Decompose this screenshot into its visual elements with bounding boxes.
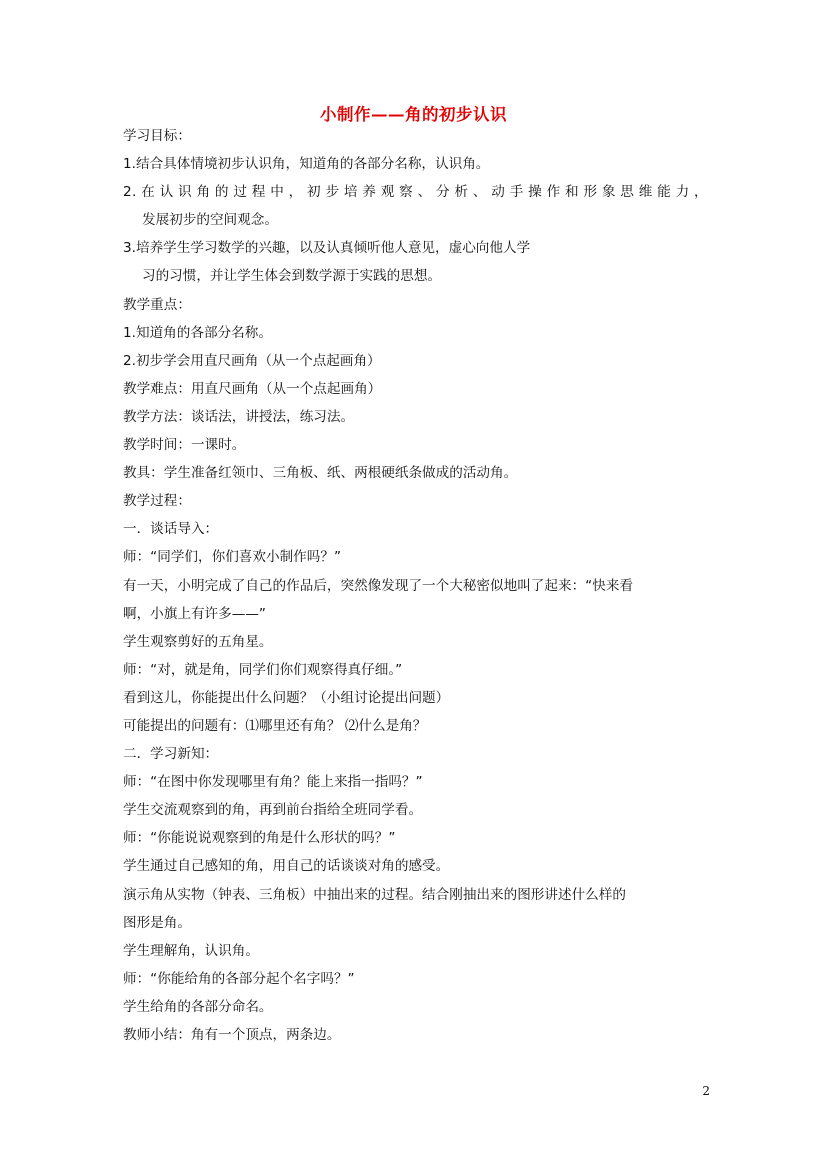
- text-line: 学生通过自己感知的角，用自己的话谈谈对角的感受。: [123, 858, 450, 875]
- text-line: 教学难点：用直尺画角（从一个点起画角）: [123, 380, 382, 397]
- document-title: 小制作——角的初步认识: [320, 105, 507, 124]
- text-line: 教学方法：谈话法，讲授法，练习法。: [123, 408, 355, 425]
- text-line: 师：“你能给角的各部分起个名字吗？”: [123, 970, 355, 987]
- text-line: 学习目标：: [123, 128, 191, 144]
- text-line: 3.培养学生学习数学的兴趣，以及认真倾听他人意见，虚心向他人学: [123, 240, 531, 257]
- text-line: 有一天，小明完成了自己的作品后，突然像发现了一个大秘密似地叫了起来：“快来看: [123, 577, 634, 594]
- text-line: 图形是角。: [123, 914, 191, 931]
- text-line: 学生给角的各部分命名。: [123, 998, 273, 1015]
- text-line: 学生交流观察到的角，再到前台指给全班同学看。: [123, 802, 423, 819]
- text-line: 一．谈话导入：: [123, 521, 219, 538]
- text-line: 学生理解角，认识角。: [123, 942, 259, 959]
- text-line: 1.知道角的各部分名称。: [123, 324, 272, 341]
- text-line: 师：“你能说说观察到的角是什么形状的吗？”: [123, 830, 396, 847]
- text-line: 学生观察剪好的五角星。: [123, 633, 273, 650]
- text-line: 1.结合具体情境初步认识角，知道角的各部分名称，认识角。: [123, 156, 490, 173]
- text-line: 教学过程：: [123, 493, 191, 510]
- document-body: [123, 122, 708, 1049]
- text-line: 师：“对，就是角，同学们你们观察得真仔细。”: [123, 661, 403, 678]
- text-line: 可能提出的问题有：⑴哪里还有角？ ⑵什么是角？: [123, 717, 427, 734]
- text-line: 发展初步的空间观念。: [142, 212, 278, 229]
- text-line: 习的习惯，并让学生体会到数学源于实践的思想。: [142, 268, 442, 285]
- text-line: 2.初步学会用直尺画角（从一个点起画角）: [123, 352, 381, 369]
- page-number: 2: [702, 1084, 710, 1098]
- text-line: 看到这儿，你能提出什么问题？（小组讨论提出问题）: [123, 689, 450, 706]
- text-line: 师：“同学们，你们喜欢小制作吗？”: [123, 549, 341, 566]
- text-line: 2.在认识角的过程中，初步培养观察、分析、动手操作和形象思维能力，: [123, 184, 708, 201]
- text-line: 教学时间：一课时。: [123, 437, 246, 454]
- text-line: 教学重点：: [123, 296, 191, 313]
- text-line: 教师小结：角有一个顶点，两条边。: [123, 1027, 341, 1043]
- text-line: 教具：学生准备红领巾、三角板、纸、两根硬纸条做成的活动角。: [123, 465, 518, 482]
- text-line: 啊，小旗上有许多——”: [123, 605, 266, 622]
- text-line: 二．学习新知：: [123, 746, 219, 763]
- text-line: 演示角从实物（钟表、三角板）中抽出来的过程。结合刚抽出来的图形讲述什么样的: [123, 886, 626, 903]
- text-line: 师：“在图中你发现哪里有角？能上来指一指吗？”: [123, 774, 423, 791]
